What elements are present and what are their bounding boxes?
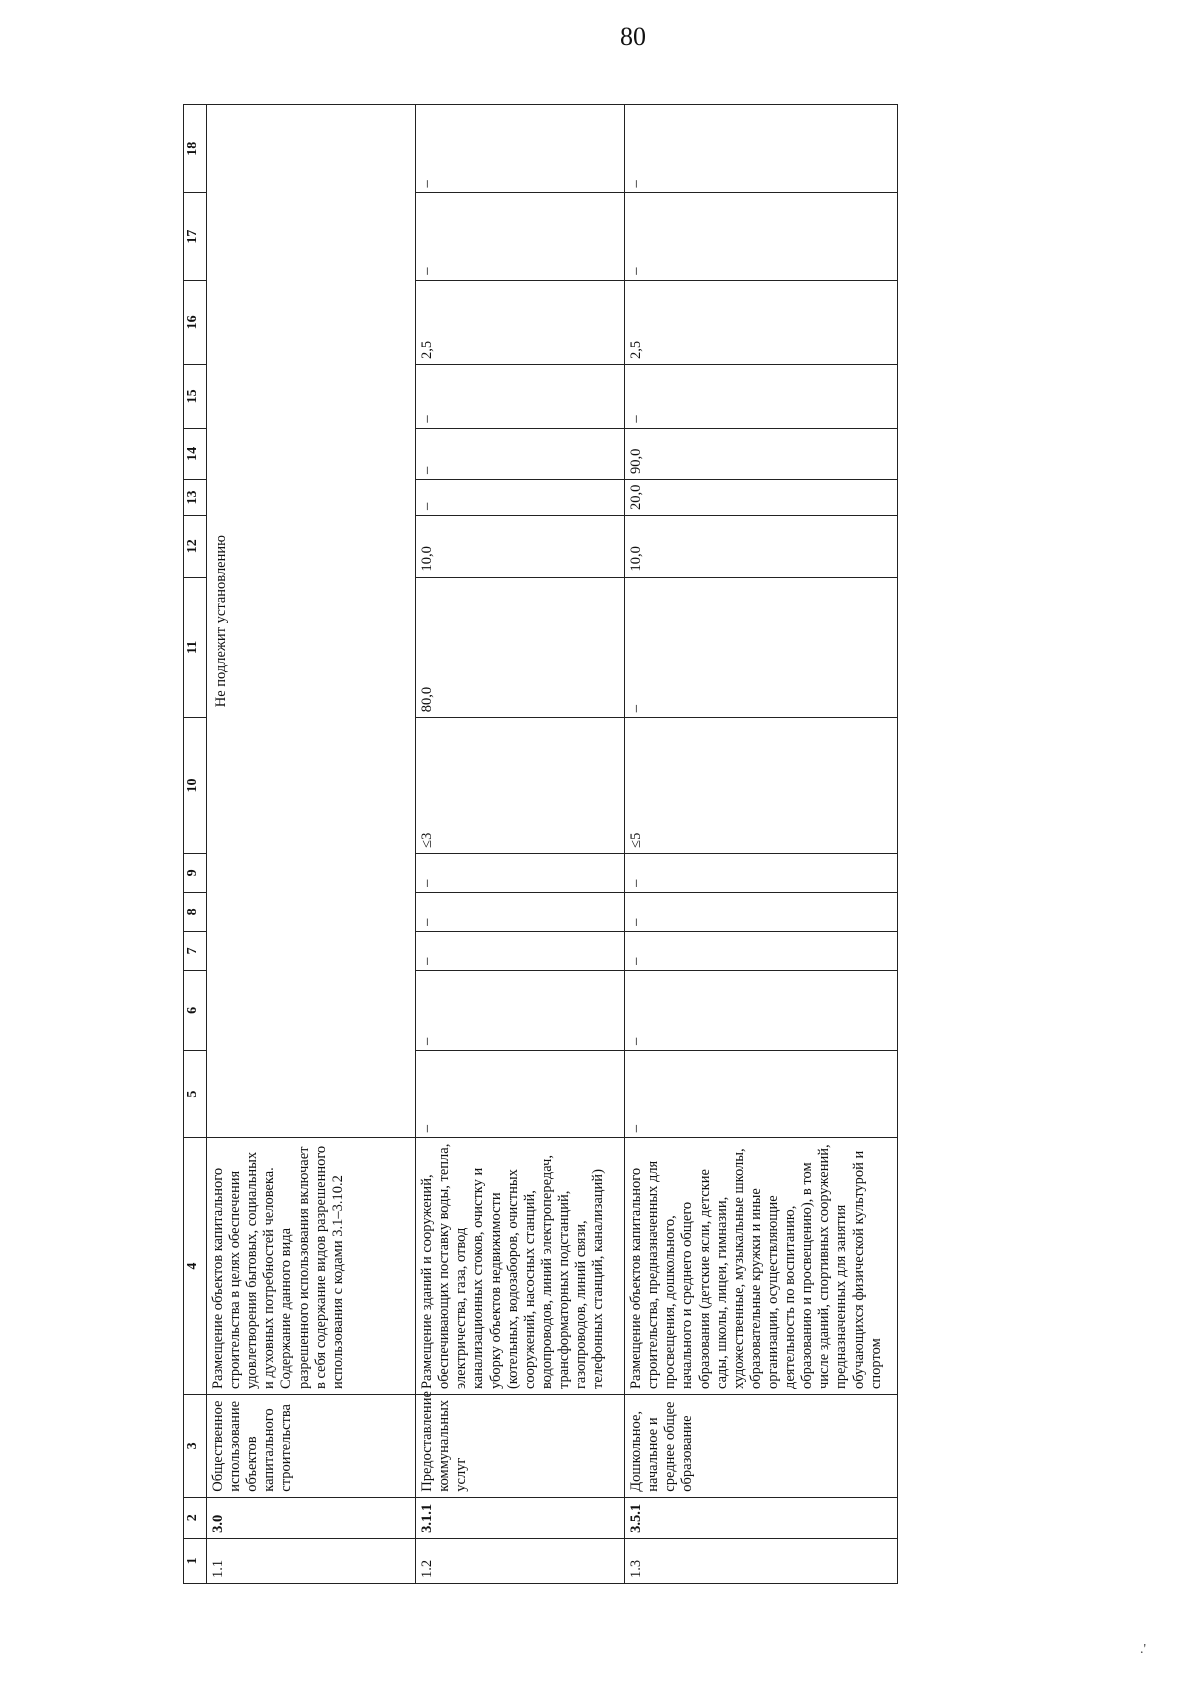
rotated-table-container [183,104,898,1584]
cell-6: – [625,970,898,1050]
row-number: 1.1 [207,1538,416,1583]
cell-5: – [625,1050,898,1137]
row-number: 1.2 [416,1538,625,1583]
cell-13: – [416,480,625,516]
table-row [625,105,898,1584]
merged-note: Не подлежит установлению [207,105,416,1138]
use-description: Размещение объектов капитального строительства, предназначенных для просвещения, дошкольного, начального и среднего общего образования (детские ясли, детские сады, школы, лицеи, гимназии, художественные, музыкальные школы, образовательные кружки и иные организации, осуществляющие деятельность по воспитанию, образованию и просвещению), в том числе зданий, спортивных сооружений, предназначенных для занятия обучающихся физической культурой и спортом [625,1138,898,1395]
cell-12: 10,0 [625,515,898,577]
cell-12: 10,0 [416,515,625,577]
page-number: 80 [620,22,646,51]
col-header: 8 [184,892,207,931]
use-code: 3.1.1 [416,1497,625,1538]
cell-14: 90,0 [625,428,898,479]
col-header: 1 [184,1538,207,1583]
cell-10: ≤3 [416,718,625,854]
cell-8: – [416,892,625,931]
use-code: 3.5.1 [625,1497,898,1538]
col-header: 10 [184,718,207,854]
col-header: 16 [184,280,207,364]
cell-15: – [625,364,898,428]
col-header: 2 [184,1497,207,1538]
cell-9: – [416,853,625,892]
col-header: 5 [184,1050,207,1137]
cell-10: ≤5 [625,718,898,854]
cell-13: 20,0 [625,480,898,516]
cell-7: – [625,931,898,970]
col-header: 13 [184,480,207,516]
use-name: Общественное использование объектов капитального строительства [207,1395,416,1498]
col-header: 12 [184,515,207,577]
cell-17: – [625,193,898,280]
header-row [184,105,207,1584]
cell-6: – [416,970,625,1050]
use-name: Предоставление коммунальных услуг [416,1395,625,1498]
col-header: 3 [184,1395,207,1498]
table-row [207,105,416,1584]
cell-11: 80,0 [416,577,625,718]
col-header: 14 [184,428,207,479]
cell-17: – [416,193,625,280]
cell-15: – [416,364,625,428]
col-header: 7 [184,931,207,970]
col-header: 6 [184,970,207,1050]
cell-8: – [625,892,898,931]
cell-7: – [416,931,625,970]
table-row [416,105,625,1584]
land-use-table [183,104,898,1584]
corner-mark: .' [1140,1642,1147,1657]
col-header: 15 [184,364,207,428]
col-header: 11 [184,577,207,718]
cell-18: – [416,105,625,193]
cell-16: 2,5 [625,280,898,364]
col-header: 4 [184,1138,207,1395]
use-description: Размещение объектов капитального строительства в целях обеспечения удовлетворения бытовых, социальных и духовных потребностей человека. Содержание данного вида разрешенного использования включает в себя содержание видов разрешенного использования с кодами 3.1–3.10.2 [207,1138,416,1395]
use-code: 3.0 [207,1497,416,1538]
col-header: 17 [184,193,207,280]
use-description: Размещение зданий и сооружений, обеспечивающих поставку воды, тепла, электричества, газа, отвод канализационных стоков, очистку и уборку объектов недвижимости (котельных, водозаборов, очистных сооружений, насосных станций, водопроводов, линий электропередач, трансформаторных подстанций, газопроводов, линий связи, телефонных станций, канализаций) [416,1138,625,1395]
use-name: Дошкольное, начальное и среднее общее образование [625,1395,898,1498]
cell-5: – [416,1050,625,1137]
row-number: 1.3 [625,1538,898,1583]
cell-9: – [625,853,898,892]
col-header: 18 [184,105,207,193]
cell-11: – [625,577,898,718]
cell-16: 2,5 [416,280,625,364]
cell-18: – [625,105,898,193]
cell-14: – [416,428,625,479]
col-header: 9 [184,853,207,892]
